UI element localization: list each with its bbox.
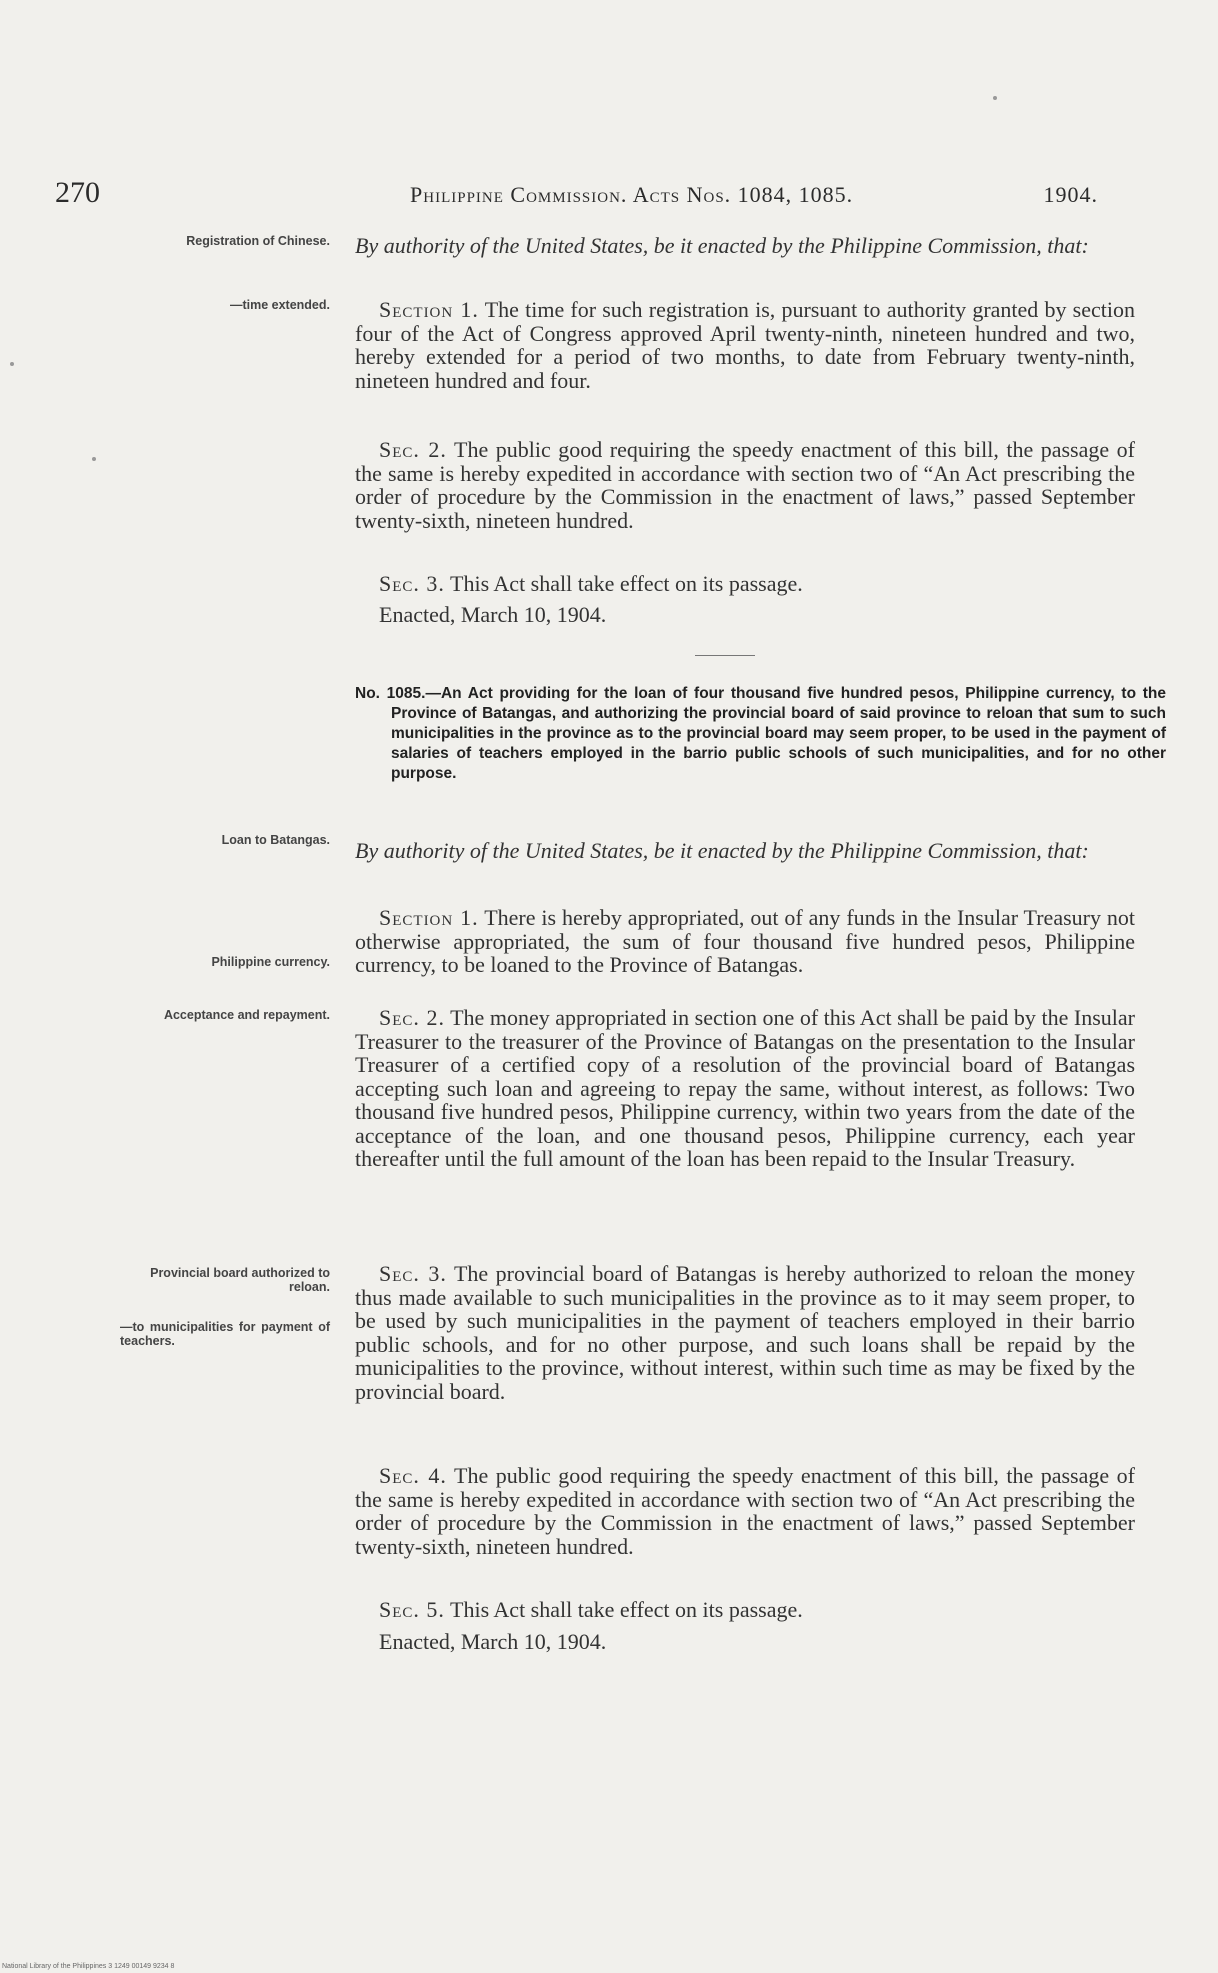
section-label: Sec. 2.	[379, 437, 447, 462]
section-label: Sec. 5.	[379, 1597, 445, 1622]
section-label: Section 1.	[379, 905, 479, 930]
act-1085-title: No. 1085.—An Act providing for the loan of four thousand five hundred pesos, Philippine currency, to the Province of Batangas, and authorizing the provincial board of said province to reloan that sum to such municipalities in the province as to the provincial board may seem proper, to be used in the payment of salaries of teachers employed in the barrio public schools of such municipalities, and for no other purpose.	[355, 685, 1166, 782]
section-label: Sec. 4.	[379, 1463, 447, 1488]
section-text: The time for such registration is, pursuant to authority granted by section four of the Act of Congress approved April twenty-ninth, nineteen hundred and two, hereby extended for a period of two months, to date from February twenty-ninth, nineteen hundred and four.	[355, 297, 1135, 393]
section-label: Section 1.	[379, 297, 479, 322]
act-1084-section-3	[355, 572, 1135, 596]
section-text: The public good requiring the speedy enactment of this bill, the passage of the same is hereby expedited in accordance with section two of “An Act prescribing the order of procedure by the Commission in the enactment of laws,” passed September twenty-sixth, nineteen hundred.	[355, 1463, 1135, 1559]
margin-note-municipalities: —to municipalities for payment of teachers.	[120, 1320, 330, 1348]
scan-speck	[92, 457, 96, 461]
act-1085-authority: By authority of the United States, be it enacted by the Philippine Commission, that:	[355, 838, 1089, 863]
section-label: Sec. 2.	[379, 1005, 445, 1030]
section-label: Sec. 3.	[379, 571, 445, 596]
running-title: Philippine Commission. Acts Nos. 1084, 1085.	[410, 182, 854, 207]
act-1085-section-1	[355, 906, 1135, 977]
act-1085-section-4	[355, 1464, 1135, 1558]
section-label: Sec. 3.	[379, 1261, 447, 1286]
scan-speck	[10, 362, 14, 366]
act-1085-section-2	[355, 1006, 1135, 1171]
act-1085-section-3	[355, 1262, 1135, 1403]
section-text: This Act shall take effect on its passage.	[450, 571, 803, 596]
scan-credit: National Library of the Philippines 3 1249 00149 9234 8	[2, 1963, 175, 1970]
act-1084-section-1	[355, 298, 1135, 392]
page-header	[55, 176, 1098, 210]
act-1084-enacted: Enacted, March 10, 1904.	[379, 602, 607, 627]
section-text: This Act shall take effect on its passage.	[450, 1597, 803, 1622]
act-1085-enacted: Enacted, March 10, 1904.	[379, 1629, 607, 1654]
margin-note-acceptance: Acceptance and repayment.	[163, 1008, 330, 1022]
section-divider	[695, 655, 755, 656]
section-text: The public good requiring the speedy enactment of this bill, the passage of the same is hereby expedited in accordance with section two of “An Act prescribing the order of procedure by the Commission in the enactment of laws,” passed September twenty-sixth, nineteen hundred.	[355, 437, 1135, 533]
margin-note-loan: Loan to Batangas.	[221, 833, 330, 847]
act-1084-section-2	[355, 438, 1135, 532]
margin-note-currency: Philippine currency.	[211, 955, 330, 969]
section-text: The money appropriated in section one of this Act shall be paid by the Insular Treasurer to the treasurer of the Province of Batangas on the presentation to the Insular Treasurer of a certified copy of a resolution of the provincial board of Batangas accepting such loan and agreeing to repay the same, without interest, as follows: Two thousand five hundred pesos, Philippine currency, within two years from the date of the acceptance of the loan, and one thousand pesos, Philippine currency, each year thereafter until the full amount of the loan has been repaid to the Insular Treasury.	[355, 1005, 1135, 1171]
section-text: There is hereby appropriated, out of any funds in the Insular Treasury not otherwise appropriated, the sum of four thousand five hundred pesos, Philippine currency, to be loaned to the Province of Batangas.	[355, 905, 1135, 977]
margin-note-registration: Registration of Chinese.	[186, 234, 330, 248]
margin-note-time-extended: —time extended.	[229, 298, 330, 312]
scan-speck	[993, 96, 997, 100]
section-text: The provincial board of Batangas is hereby authorized to reloan the money thus made available to such municipalities in the province as to it may seem proper, to be used by such municipalities in the payment of teachers employed in their barrio public schools, and for no other purpose, and such loans shall be repaid by the municipalities to the province, without interest, within such time as may be fixed by the provincial board.	[355, 1261, 1135, 1404]
margin-note-provincial-board: Provincial board authorized to reloan.	[150, 1266, 330, 1294]
act-1084-authority: By authority of the United States, be it enacted by the Philippine Commission, that:	[355, 233, 1089, 258]
running-year: 1904.	[1043, 182, 1098, 207]
act-1085-section-5	[355, 1598, 1135, 1622]
page-number: 270	[55, 176, 100, 209]
